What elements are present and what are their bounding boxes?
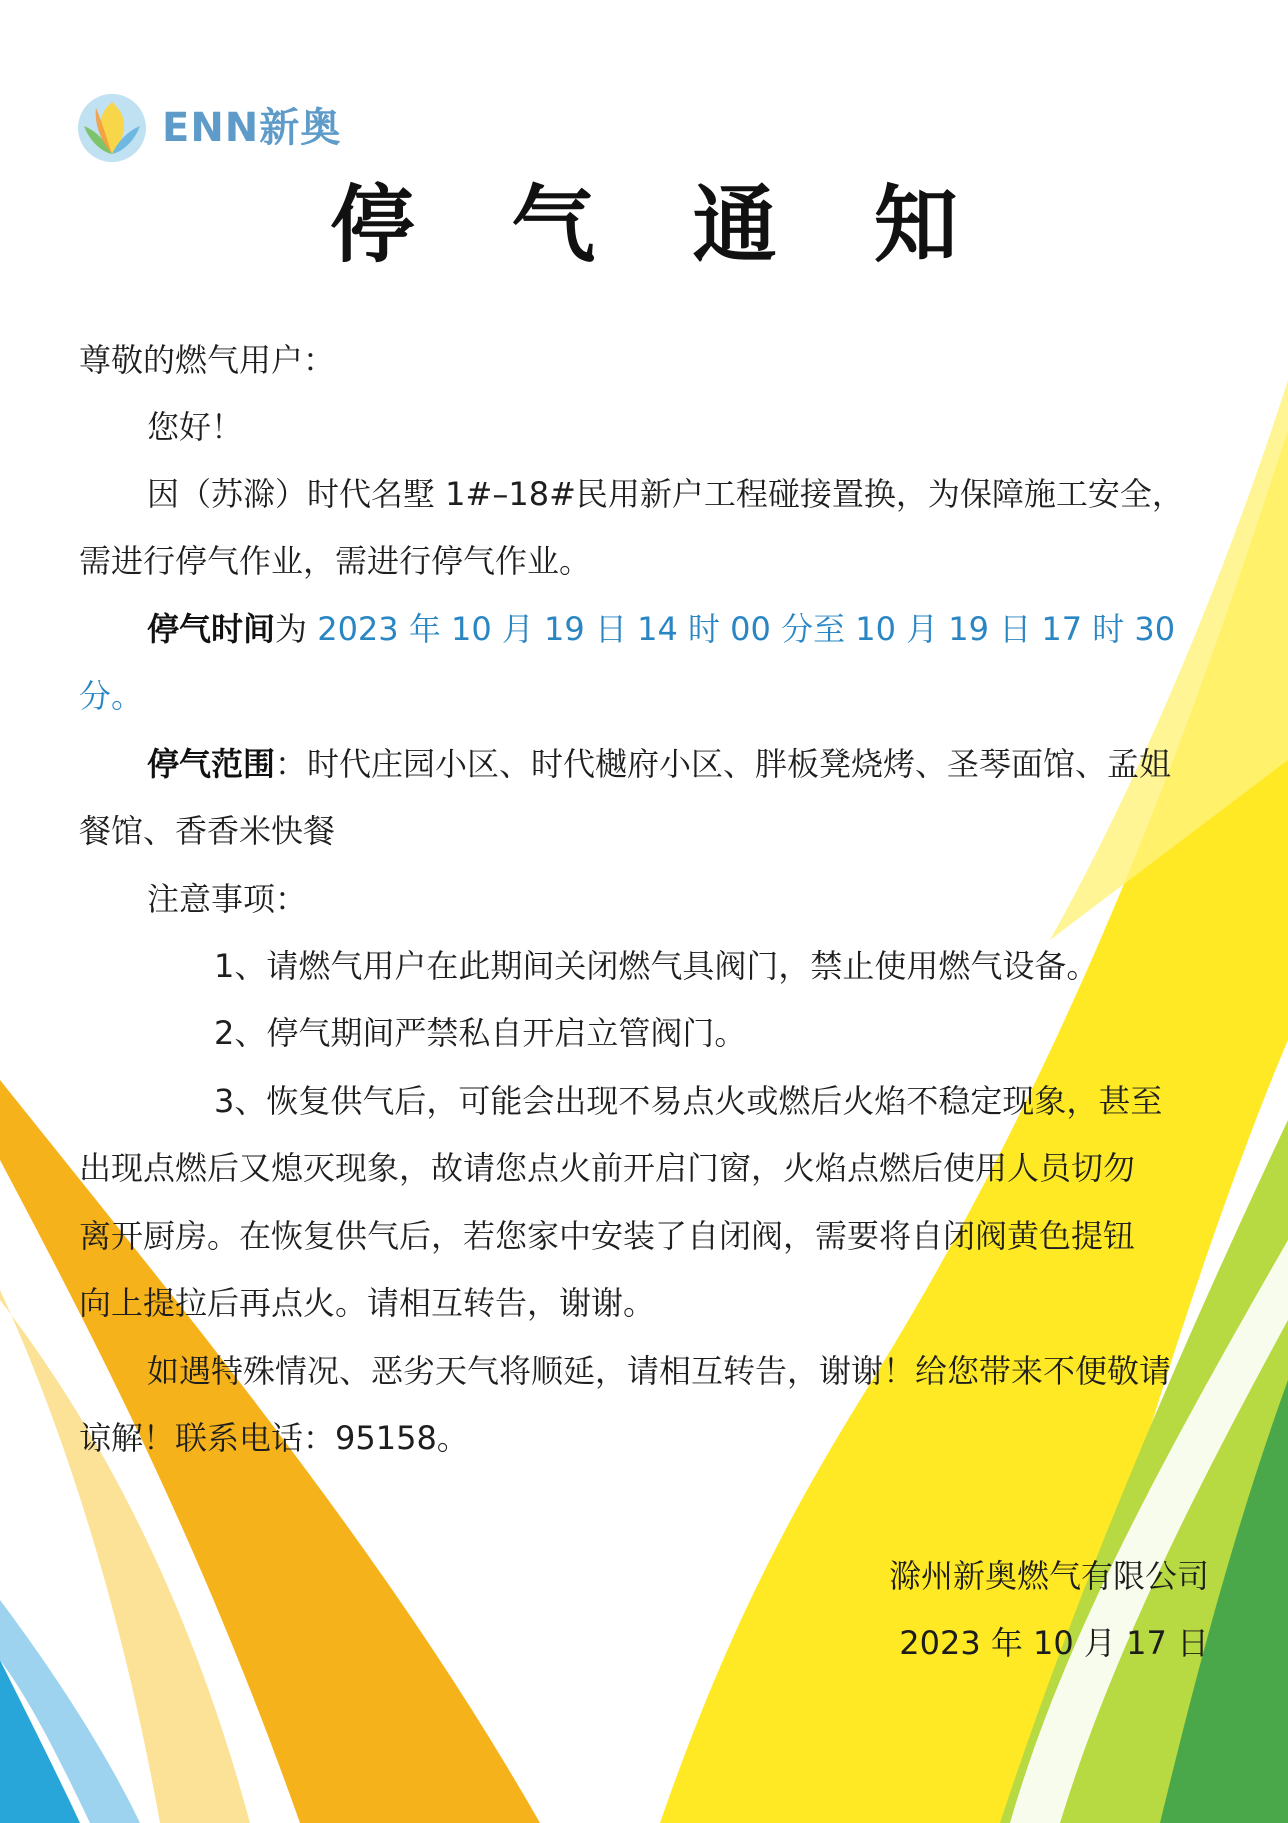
outage-time-label: 停气时间 — [147, 610, 276, 648]
outage-time-connector: 为 — [275, 610, 318, 648]
closing-line-2: 谅解！联系电话：95158。 — [79, 1419, 469, 1457]
reason-line-1: 因（苏滁）时代名墅 1#–18#民用新户工程碰接置换，为保障施工安全， — [147, 475, 1184, 513]
outage-range-line-1 — [147, 744, 1171, 784]
note-item-3-line-4: 向上提拉后再点火。请相互转告，谢谢。 — [79, 1284, 656, 1322]
note-item-3-line-1: 3、恢复供气后，可能会出现不易点火或燃后火焰不稳定现象，甚至 — [214, 1082, 1163, 1120]
outage-time-line-2: 分。 — [79, 677, 144, 715]
note-item-3-line-3: 离开厨房。在恢复供气后，若您家中安装了自闭阀，需要将自闭阀黄色提钮 — [79, 1217, 1136, 1255]
note-item-1: 1、请燃气用户在此期间关闭燃气具阀门，禁止使用燃气设备。 — [214, 947, 1099, 985]
outage-range-line-2: 餐馆、香香米快餐 — [79, 812, 336, 850]
outage-time-line-1 — [147, 609, 1175, 649]
closing-line-1: 如遇特殊情况、恶劣天气将顺延，请相互转告，谢谢！给您带来不便敬请 — [147, 1352, 1172, 1390]
brand-name: ENN新奥 — [162, 105, 342, 151]
outage-time-value: 2023 年 10 月 19 日 14 时 00 分至 10 月 19 日 17 时 30 — [317, 610, 1176, 648]
note-item-3-line-2: 出现点燃后又熄灭现象，故请您点火前开启门窗，火焰点燃后使用人员切勿 — [79, 1149, 1136, 1187]
note-item-2: 2、停气期间严禁私自开启立管阀门。 — [214, 1014, 747, 1052]
outage-range-text: ：时代庄园小区、时代樾府小区、胖板凳烧烤、圣琴面馆、孟姐 — [275, 745, 1172, 783]
signature-date: 2023 年 10 月 17 日 — [899, 1624, 1209, 1662]
enn-logo-icon — [76, 92, 148, 164]
greeting: 尊敬的燃气用户： — [79, 341, 336, 379]
outage-range-label: 停气范围 — [147, 745, 276, 783]
notes-heading: 注意事项： — [147, 880, 308, 918]
notice-title: 停 气 通 知 — [330, 176, 992, 274]
hello: 您好！ — [147, 408, 244, 446]
reason-line-2: 需进行停气作业，需进行停气作业。 — [79, 542, 592, 580]
signature-company: 滁州新奥燃气有限公司 — [888, 1557, 1209, 1595]
